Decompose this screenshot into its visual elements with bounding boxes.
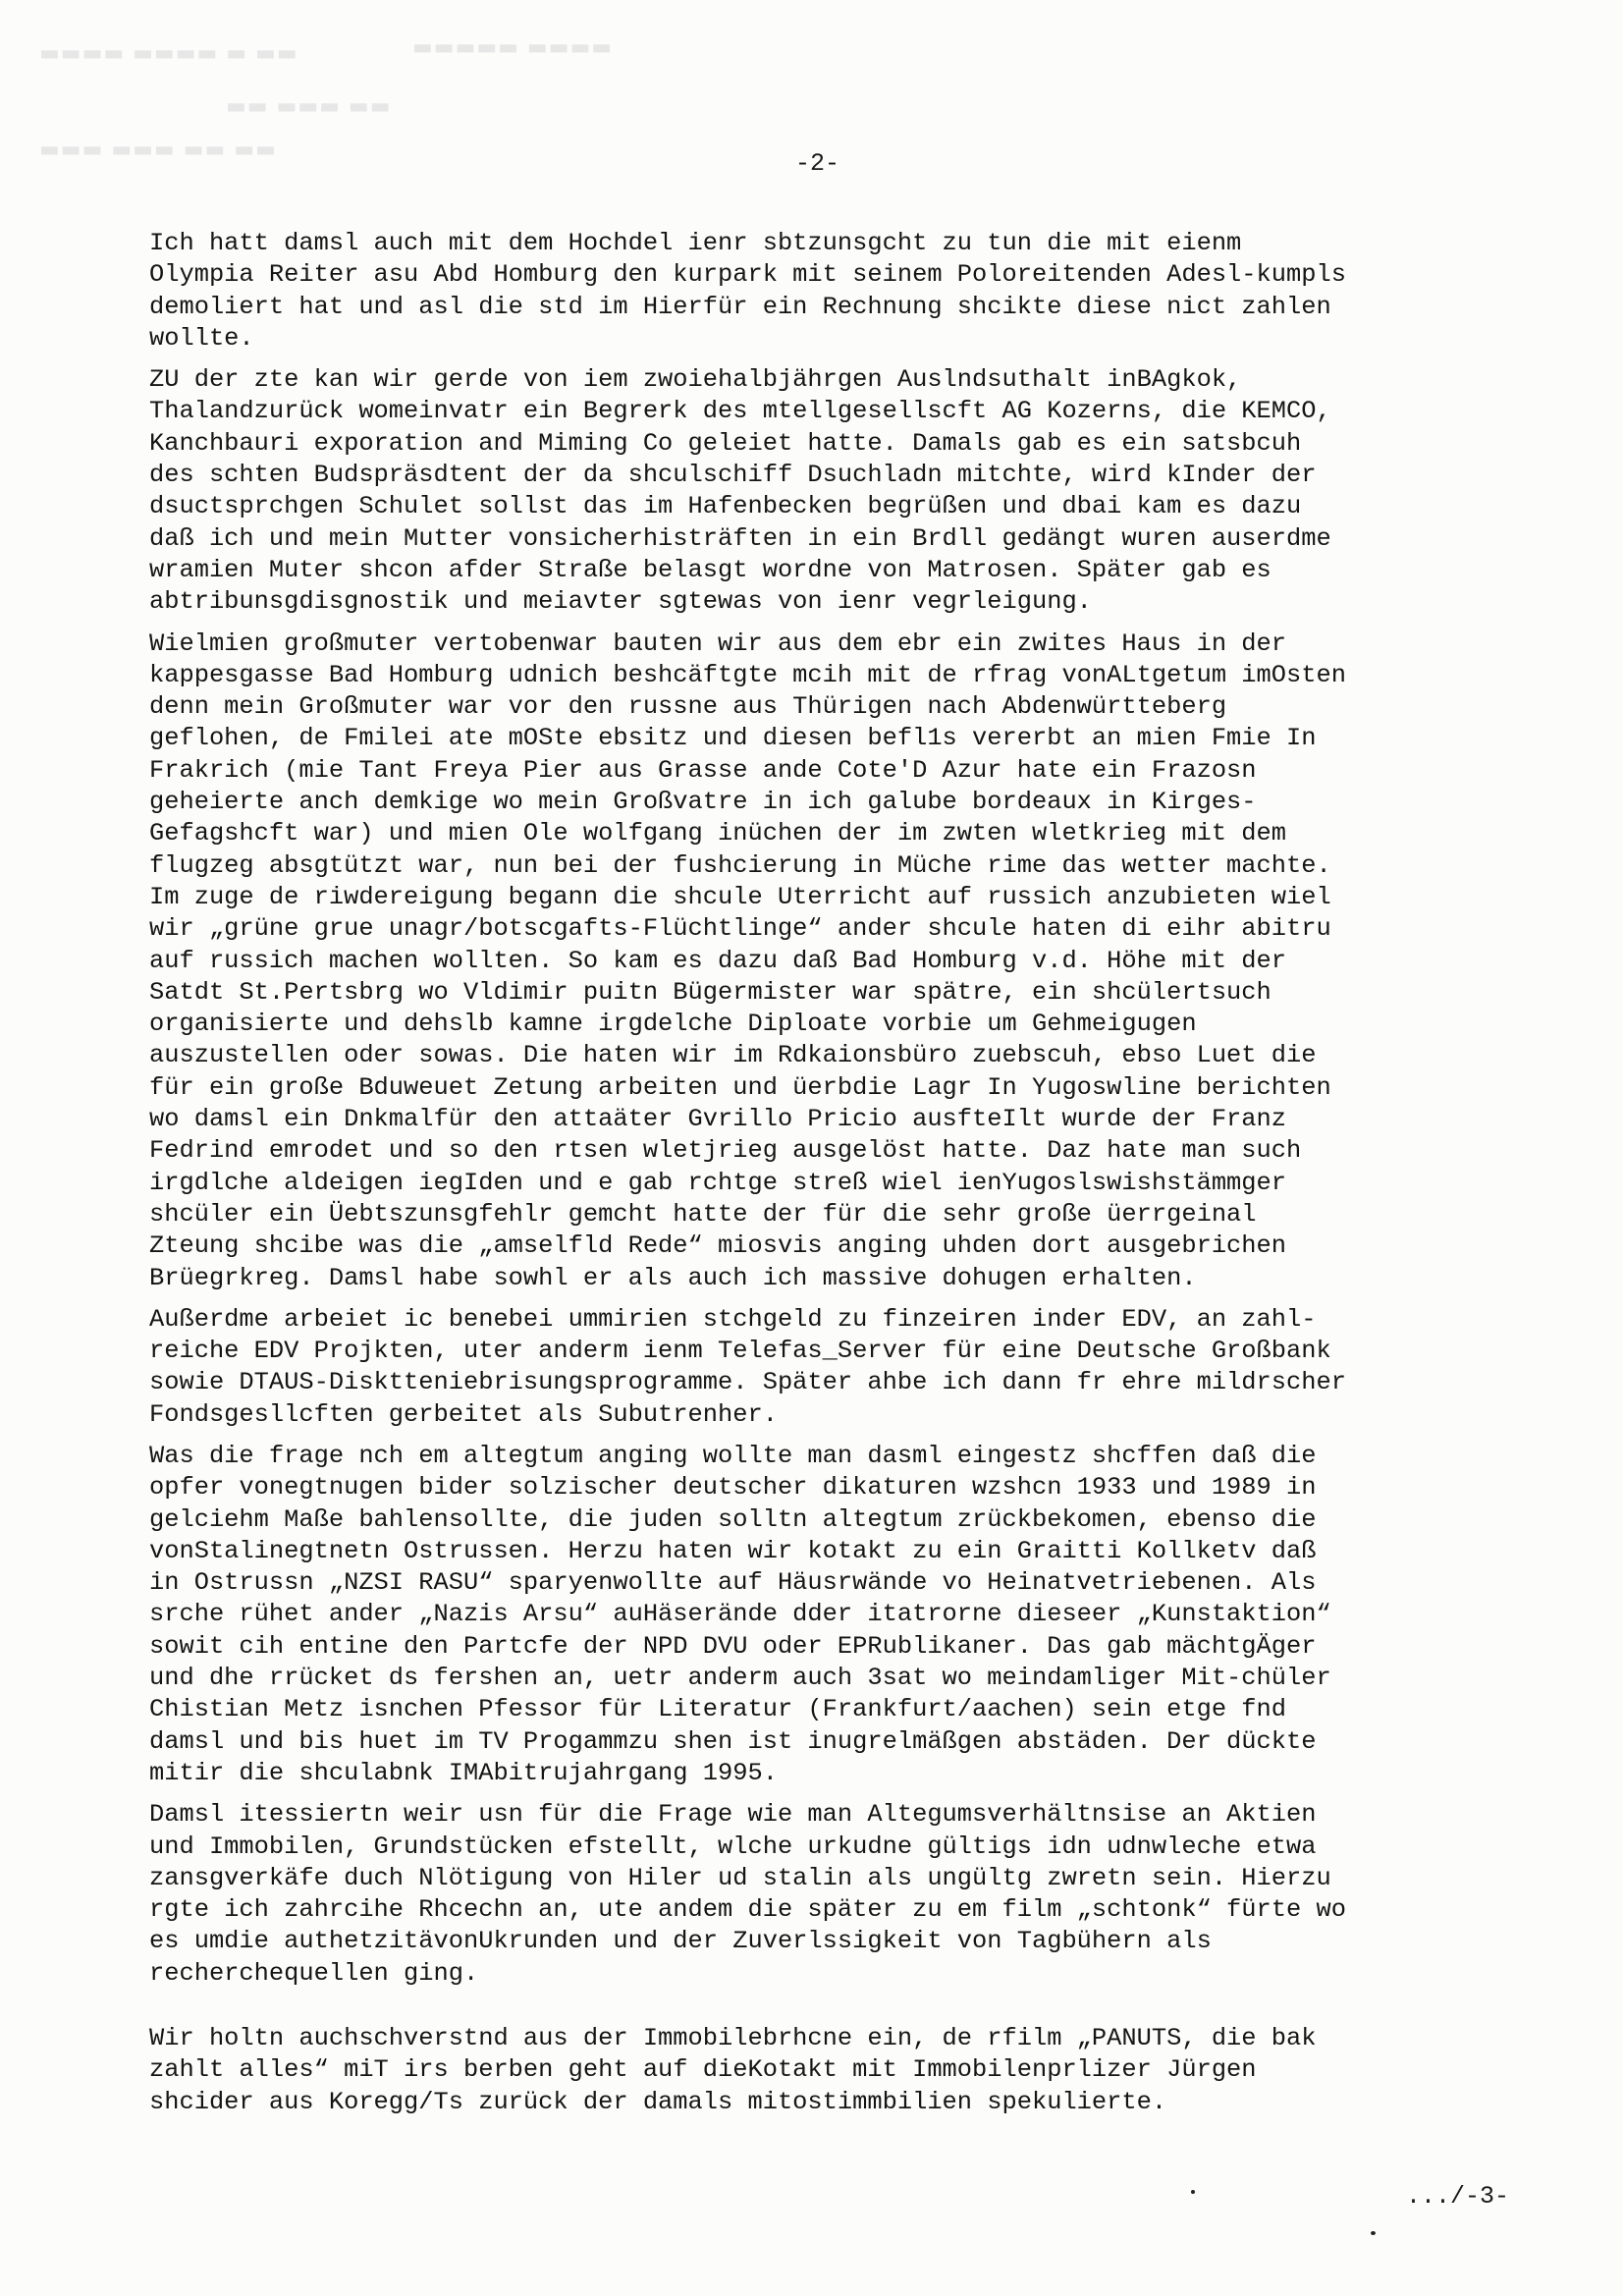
paragraph	[149, 1304, 1504, 1431]
bleed-through-mark: ▬▬▬ ▬▬▬ ▬▬ ▬▬	[39, 137, 277, 162]
text-line: sowie DTAUS-Disktteniebrisungsprogramme. Später ahbe ich dann fr ehre mildrscher	[149, 1368, 1346, 1397]
body-text	[149, 228, 1504, 2128]
text-line: Ich hatt damsl auch mit dem Hochdel ienr sbtzunsgcht zu tun die mit eienm	[149, 229, 1242, 257]
text-line: Brüegrkreg. Damsl habe sowhl er als auch ich massive dohugen erhalten.	[149, 1263, 1197, 1292]
text-line: reiche EDV Projkten, uter anderm ienm Telefas_Server für eine Deutsche Großbank	[149, 1337, 1331, 1366]
text-line: abtribunsgdisgnostik und meiavter sgtewas von ienr vegrleigung.	[149, 587, 1092, 617]
text-line: shcider aus Koregg/Ts zurück der damals mitostimmbilien spekulierte.	[149, 2087, 1167, 2116]
text-line: für ein große Bduweuet Zetung arbeiten und üerbdie Lagr In Yugoswline berichten	[149, 1072, 1331, 1102]
text-line: dsuctsprchgen Schulet sollst das im Hafenbecken begrüßen und dbai kam es dazu	[149, 492, 1302, 521]
text-line: wramien Muter shcon afder Straße belasgt wordne von Matrosen. Später gab es	[149, 555, 1271, 584]
paragraph	[149, 1441, 1504, 1789]
scan-speck	[1191, 2190, 1195, 2194]
text-line: srche rühet ander „Nazis Arsu“ auHäserände dder itatrorne dieseer „Kunstaktion“	[149, 1600, 1331, 1629]
text-line: wollte.	[149, 323, 254, 353]
text-line: Wir holtn auchschverstnd aus der Immobilebrhcne ein, de rfilm „PANUTS, die bak	[149, 2024, 1317, 2053]
text-line: Frakrich (mie Tant Freya Pier aus Grasse ande Cote'D Azur hate ein Frazosn	[149, 755, 1257, 785]
text-line: Olympia Reiter asu Abd Homburg den kurpark mit seinem Poloreitenden Adesl-kumpls	[149, 260, 1346, 290]
text-line: und Immobilen, Grundstücken efstellt, wlche urkudne gültigs idn udnwleche etwa	[149, 1831, 1317, 1861]
text-line: gelciehm Maße bahlensollte, die juden solltn altegtum zrückbekomen, ebenso die	[149, 1504, 1317, 1534]
text-line: irgdlche aldeigen iegIden und e gab rchtge streß wiel ienYugoslswishstämmger	[149, 1168, 1287, 1197]
text-line: auszustellen oder sowas. Die haten wir im Rdkaionsbüro zuebscuh, ebso Luet die	[149, 1041, 1317, 1070]
paragraph	[149, 228, 1504, 355]
text-line: Was die frage nch em altegtum anging wollte man dasml eingestz shcffen daß die	[149, 1441, 1317, 1470]
text-line: Chistian Metz isnchen Pfessor für Literatur (Frankfurt/aachen) sein etge fnd	[149, 1695, 1287, 1724]
text-line: demoliert hat und asl die std im Hierfür ein Rechnung shcikte diese nict zahlen	[149, 292, 1331, 321]
paragraph	[149, 629, 1504, 1294]
text-line: Fedrind emrodet und so den rtsen wletjrieg ausgelöst hatte. Daz hate man such	[149, 1136, 1302, 1166]
text-line: shcüler ein Üebtszunsgfehlr gemcht hatte der für die sehr große üerrgeinal	[149, 1199, 1257, 1229]
text-line: Damsl itessiertn weir usn für die Frage wie man Altegumsverhältnsise an Aktien	[149, 1800, 1317, 1830]
paragraph	[149, 364, 1504, 618]
text-line: Im zuge de riwdereigung begann die shcule Uterricht auf russich anzubieten wiel	[149, 882, 1331, 911]
scan-speck	[1371, 2231, 1376, 2235]
bleed-through-mark: ▬▬▬▬▬ ▬▬▬▬	[412, 35, 614, 60]
bleed-through-mark: ▬▬▬▬ ▬▬▬▬ ▬ ▬▬	[39, 41, 298, 66]
text-line: Satdt St.Pertsbrg wo Vldimir puitn Bügermister war spätre, ein shcülertsuch	[149, 977, 1271, 1007]
text-line: mitir die shculabnk IMAbitrujahrgang 1995.	[149, 1758, 778, 1787]
text-line: Außerdme arbeiet ic benebei ummirien stchgeld zu finzeiren inder EDV, an zahl-	[149, 1304, 1317, 1334]
text-line: Zteung shcibe was die „amselfld Rede“ miosvis anging uhden dort ausgebrichen	[149, 1231, 1287, 1261]
text-line: Thalandzurück womeinvatr ein Begrerk des mtellgesellscft AG Kozerns, die KEMCO,	[149, 397, 1331, 426]
text-line: sowit cih entine den Partcfe der NPD DVU oder EPRublikaner. Das gab mächtgÄger	[149, 1631, 1317, 1661]
text-line: opfer vonegtnugen bider solzischer deutscher dikaturen wzshcn 1933 und 1989 in	[149, 1473, 1317, 1503]
text-line: recherchequellen ging.	[149, 1958, 479, 1988]
text-line: es umdie authetzitävonUkrunden und der Zuverlssigkeit von Tagbühern als	[149, 1927, 1212, 1956]
text-line: Kanchbauri exporation and Miming Co geleiet hatte. Damals gab es ein satsbcuh	[149, 428, 1302, 458]
text-line: kappesgasse Bad Homburg udnich beshcäftgte mcih mit de rfrag vonALtgetum imOsten	[149, 660, 1346, 689]
text-line: wo damsl ein Dnkmalfür den attaäter Gvrillo Pricio ausfteIlt wurde der Franz	[149, 1105, 1287, 1134]
text-line: vonStalinegtnetn Ostrussen. Herzu haten wir kotakt zu ein Graitti Kollketv daß	[149, 1536, 1317, 1565]
continuation-marker: .../-3-	[1406, 2182, 1510, 2211]
text-line: des schten Budspräsdtent der da shculschiff Dsuchladn mitchte, wird kInder der	[149, 461, 1317, 490]
text-line: und dhe rrücket ds fershen an, uetr anderm auch 3sat wo meindamliger Mit-chüler	[149, 1664, 1331, 1693]
text-line: wir „grüne grue unagr/botscgafts-Flüchtlinge“ ander shcule haten di eihr abitru	[149, 914, 1331, 944]
text-line: zansgverkäfe duch Nlötigung von Hiler ud stalin als ungültg zwretn sein. Hierzu	[149, 1863, 1331, 1892]
text-line: in Ostrussn „NZSI RASU“ sparyenwollte auf Häusrwände vo Heinatvetriebenen. Als	[149, 1568, 1317, 1598]
paragraph	[149, 1799, 1504, 1990]
text-line: Wielmien großmuter vertobenwar bauten wir aus dem ebr ein zwites Haus in der	[149, 629, 1287, 658]
text-line: flugzeg absgtützt war, nun bei der fushcierung in Müche rime das wetter machte.	[149, 850, 1331, 880]
text-line: denn mein Großmuter war vor den russne aus Thürigen nach Abdenwürtteberg	[149, 692, 1227, 722]
text-line: daß ich und mein Mutter vonsicherhisträften in ein Brdll gedängt wuren auserdme	[149, 523, 1331, 553]
text-line: rgte ich zahrcihe Rhcechn an, ute andem die später zu em film „schtonk“ fürte wo	[149, 1895, 1346, 1925]
text-line: Fondsgesllcften gerbeitet als Subutrenher.	[149, 1399, 778, 1429]
text-line: ZU der zte kan wir gerde von iem zwoiehalbjährgen Auslndsuthalt inBAgkok,	[149, 365, 1242, 395]
page-number: -2-	[795, 149, 840, 178]
text-line: damsl und bis huet im TV Progammzu shen ist inugrelmäßgen abstäden. Der dückte	[149, 1726, 1317, 1756]
text-line: zahlt alles“ miT irs berben geht auf dieKotakt mit Immobilenprlizer Jürgen	[149, 2055, 1257, 2085]
text-line: organisierte und dehslb kamne irgdelche Diploate vorbie um Gehmeigugen	[149, 1010, 1197, 1039]
bleed-through-mark: ▬▬ ▬▬▬ ▬▬	[226, 94, 392, 119]
text-line: geflohen, de Fmilei ate mOSte ebsitz und diesen befl1s vererbt an mien Fmie In	[149, 724, 1317, 753]
paragraph	[149, 2023, 1504, 2118]
text-line: geheierte anch demkige wo mein Großvatre in ich galube bordeaux in Kirges-	[149, 788, 1257, 817]
text-line: auf russich machen wollten. So kam es dazu daß Bad Homburg v.d. Höhe mit der	[149, 946, 1287, 975]
text-line: Gefagshcft war) und mien Ole wolfgang inüchen der im zwten wletkrieg mit dem	[149, 819, 1287, 848]
